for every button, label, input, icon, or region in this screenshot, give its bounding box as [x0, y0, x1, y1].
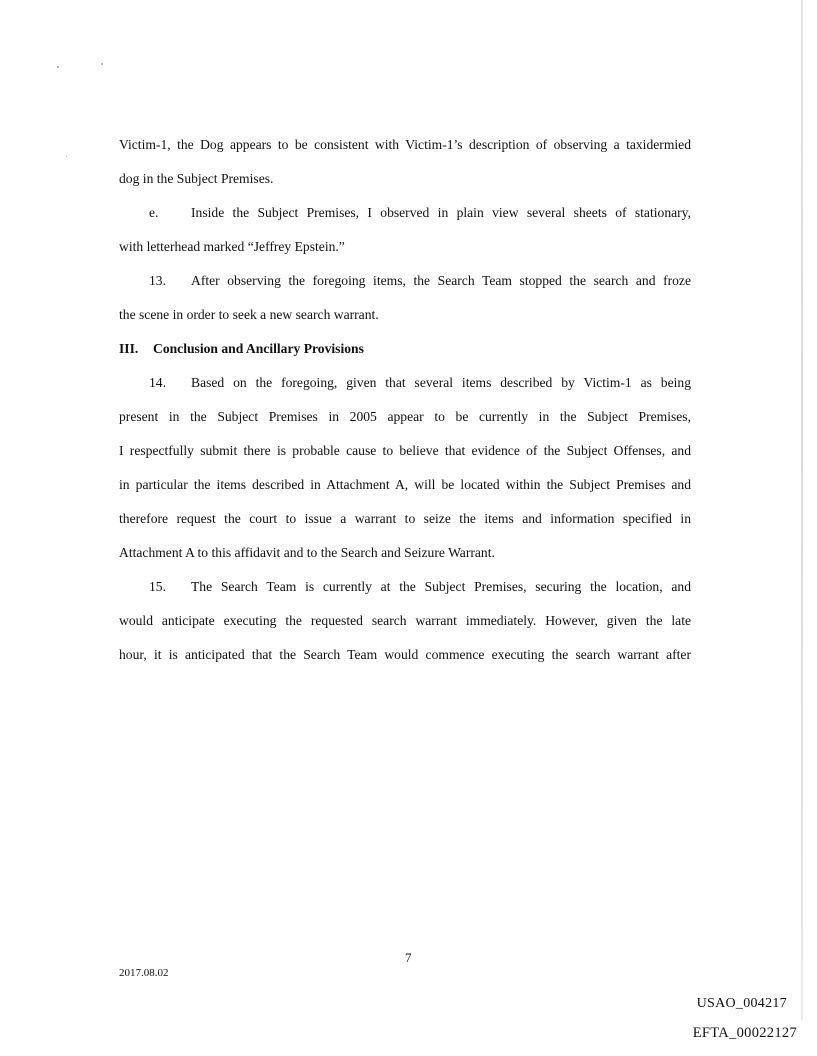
text-line: the scene in order to seek a new search warrant.: [119, 307, 379, 322]
item-marker: e.: [149, 205, 159, 220]
text-line: dog in the Subject Premises.: [119, 171, 274, 186]
paragraph-14: [119, 366, 691, 400]
paragraph-13: [119, 264, 691, 298]
text-line: Victim-1, the Dog appears to be consistent with Victim-1’s description of observing a taxidermied: [119, 137, 691, 152]
text-line: After observing the foregoing items, the Search Team stopped the search and froze: [191, 273, 691, 288]
paragraph-number: 15.: [149, 579, 166, 594]
text-line: would anticipate executing the requested search warrant immediately. However, given the late: [119, 613, 691, 628]
bates-number-efta: EFTA_00022127: [692, 1025, 797, 1041]
bates-number-usao: USAO_004217: [696, 996, 787, 1011]
scan-edge-shadow: [801, 0, 803, 1020]
section-number: III.: [119, 341, 139, 356]
scan-speck: [101, 63, 103, 65]
text-line: present in the Subject Premises in 2005 appear to be currently in the Subject Premises,: [119, 409, 691, 424]
version-date: 2017.08.02: [119, 967, 169, 979]
text-line: Inside the Subject Premises, I observed in plain view several sheets of stationary,: [191, 205, 691, 220]
text-line: therefore request the court to issue a warrant to seize the items and information specified in: [119, 511, 691, 526]
scan-speck: [57, 66, 59, 68]
text-line: I respectfully submit there is probable cause to believe that evidence of the Subject Offenses, and: [119, 443, 691, 458]
paragraph-number: 14.: [149, 375, 166, 390]
section-heading: [119, 332, 691, 366]
section-title: Conclusion and Ancillary Provisions: [153, 341, 364, 356]
paragraph-number: 13.: [149, 273, 166, 288]
text-line: in particular the items described in Attachment A, will be located within the Subject Premises and: [119, 477, 691, 492]
list-item-e: [119, 196, 691, 230]
text-line: The Search Team is currently at the Subject Premises, securing the location, and: [191, 579, 691, 594]
text-line: Attachment A to this affidavit and to the Search and Seizure Warrant.: [119, 545, 495, 560]
text-line: with letterhead marked “Jeffrey Epstein.”: [119, 239, 345, 254]
paragraph-15: [119, 570, 691, 604]
text-line: hour, it is anticipated that the Search Team would commence executing the search warrant after: [119, 647, 691, 662]
body-text: [119, 128, 691, 672]
page-number: 7: [405, 950, 412, 965]
text-line: Based on the foregoing, given that several items described by Victim-1 as being: [191, 375, 691, 390]
scan-speck: [66, 156, 67, 157]
